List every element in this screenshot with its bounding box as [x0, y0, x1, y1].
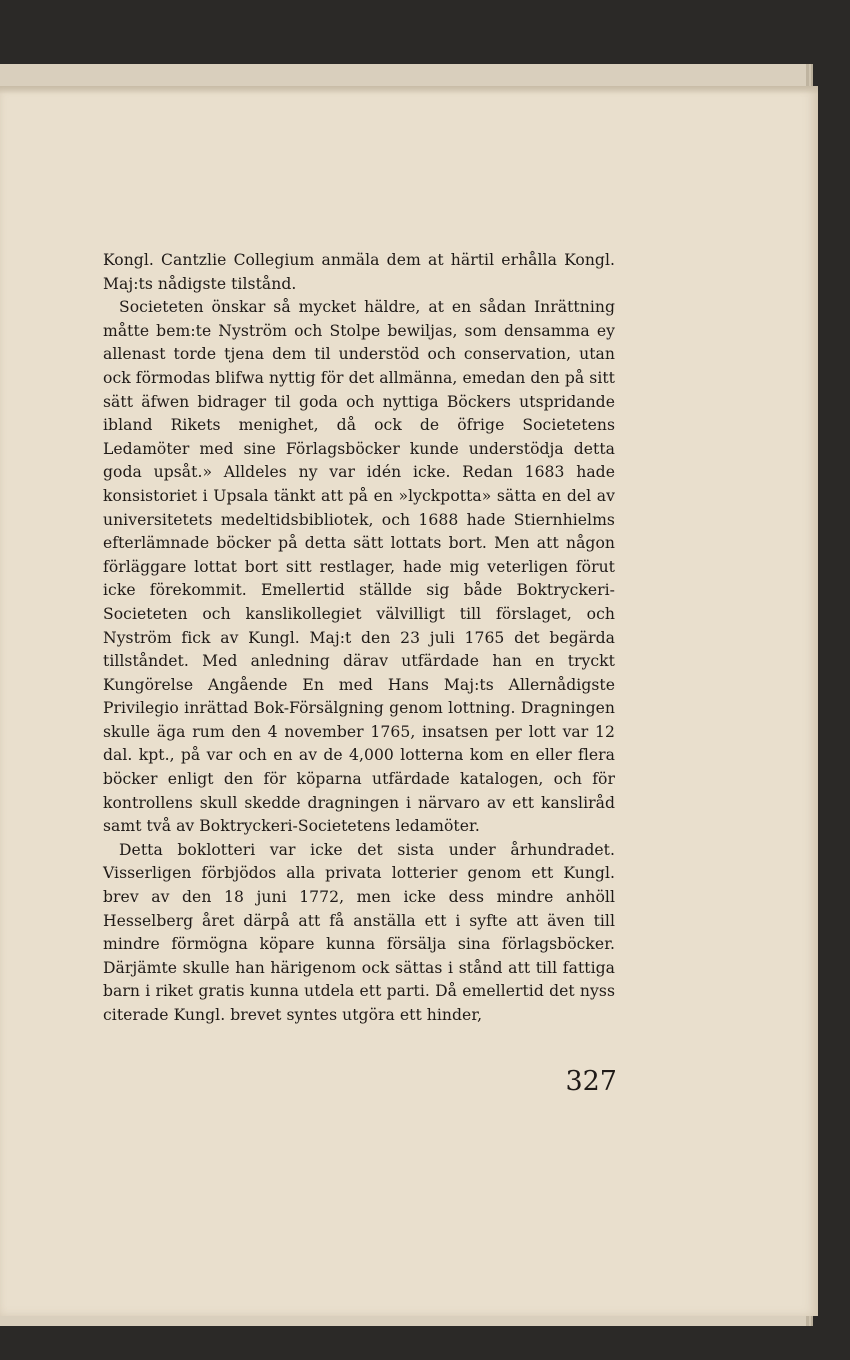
paragraph-1: Kongl. Cantzlie Collegium anmäla dem at härtil erhålla Kongl. Maj:ts nådigste tilstånd. — [103, 251, 615, 293]
paragraph-2: Societeten önskar så mycket häldre, at en sådan Inrättning måtte bem:te Nyström och Stolpe bewiljas, som densamma ey allenast torde tjena dem til understöd och conservation, utan ock förmodas blifwa nyttig för det allmänna, emedan den på sitt sätt äfwen bidrager til goda och nyttiga Böckers utspridande ibland Rikets menighet, då ock de öfrige Societetens Ledamöter med sine Förlagsböcker kunde understödja detta goda upsåt.» Alldeles ny var idén icke. Redan 1683 hade konsistoriet i Upsala tänkt att på en »lyckpotta» sätta en del av universitetets medeltidsbibliotek, och 1688 hade Stiernhielms efterlämnade böcker på detta sätt lottats bort. Men att någon förläggare lottat bort sitt restlager, hade mig veterligen förut icke förekommit. Emellertid ställde sig både Boktryckeri-Societeten och kanslikollegiet välvilligt till förslaget, och Nyström fick av Kungl. Maj:t den 23 juli 1765 det begärda tillståndet. Med anledning därav utfärdade han en tryckt Kungörelse Angående En med Hans Maj:ts Allernådigste Privilegio inrättad Bok-Försälgning genom lottning. Dragningen skulle äga rum den 4 november 1765, insatsen per lott var 12 dal. kpt., på var och en av de 4,000 lotterna kom en eller flera böcker enligt den för köparna utfärdade katalogen, och för kontrollens skull skedde dragningen i närvaro av ett kansliråd samt två av Boktryckeri-Societetens ledamöter. — [103, 298, 615, 836]
page-number: 327 — [565, 1066, 617, 1097]
body-text — [103, 249, 615, 1028]
paragraph-3: Detta boklotteri var icke det sista under århundradet. Visserligen förbjödos alla privata lotterier genom ett Kungl. brev av den 18 juni 1772, men icke dess mindre anhöll Hesselberg året därpå att få anställa ett i syfte att även till mindre förmögna köpare kunna försälja sina förlagsböcker. Därjämte skulle han härigenom ock sättas i stånd att till fattiga barn i riket gratis kunna utdela ett parti. Då emellertid det nyss citerade Kungl. brevet syntes utgöra ett hinder, — [103, 840, 615, 1024]
page-top-shadow — [0, 86, 818, 94]
